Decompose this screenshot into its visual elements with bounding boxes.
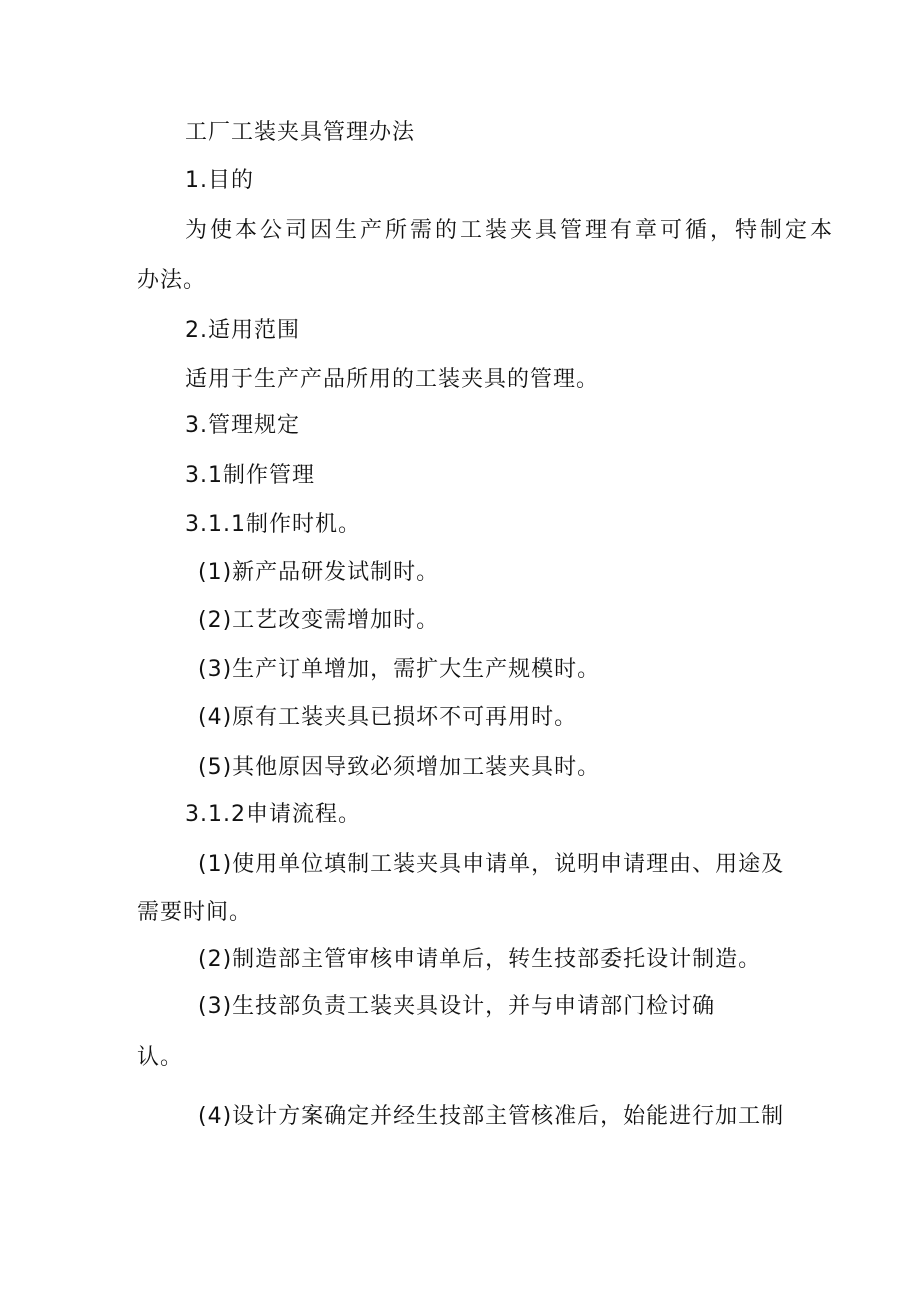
list-item: (3)生技部负责工装夹具设计，并与申请部门检讨确 [198, 994, 716, 1019]
section-heading-purpose: 1.目的 [185, 168, 254, 193]
subsection-heading: 3.1.1制作时机。 [185, 512, 361, 537]
list-item: (3)生产订单增加，需扩大生产规模时。 [198, 657, 601, 682]
list-item: (4)设计方案确定并经生技部主管核准后，始能进行加工制 [198, 1104, 785, 1129]
list-item: (2)工艺改变需增加时。 [198, 608, 440, 633]
document-title: 工厂工装夹具管理办法 [185, 120, 416, 145]
list-item: (1)新产品研发试制时。 [198, 560, 440, 585]
paragraph-line: 为使本公司因生产所需的工装夹具管理有章可循，特制定本 [185, 218, 836, 243]
paragraph-line: 办法。 [137, 268, 207, 293]
section-heading-scope: 2.适用范围 [185, 318, 300, 343]
list-item: (2)制造部主管审核申请单后，转生技部委托设计制造。 [198, 947, 762, 972]
section-heading-rules: 3.管理规定 [185, 413, 300, 438]
list-item: (5)其他原因导致必须增加工装夹具时。 [198, 755, 601, 780]
list-item-continuation: 认。 [137, 1045, 184, 1070]
paragraph-line: 适用于生产产品所用的工装夹具的管理。 [185, 367, 600, 392]
list-item: (1)使用单位填制工装夹具申请单，说明申请理由、用途及 [198, 852, 785, 877]
list-item-continuation: 需要时间。 [137, 900, 253, 925]
subsection-heading: 3.1.2申请流程。 [185, 802, 361, 827]
list-item: (4)原有工装夹具已损坏不可再用时。 [198, 705, 578, 730]
subsection-heading: 3.1制作管理 [185, 463, 315, 488]
